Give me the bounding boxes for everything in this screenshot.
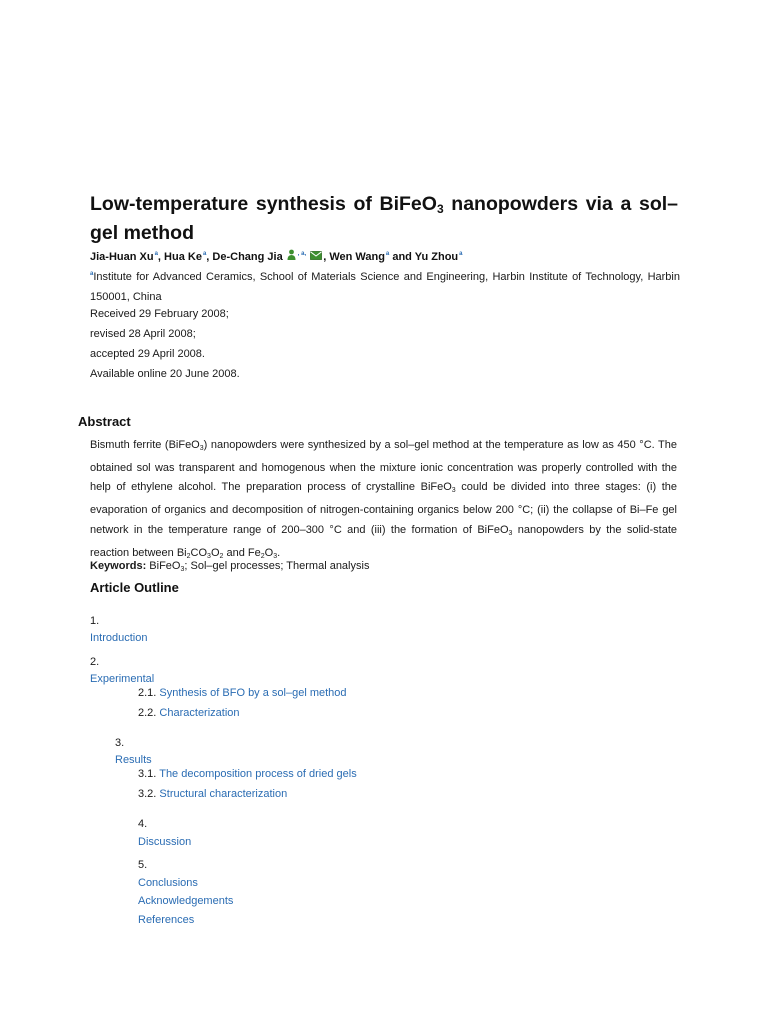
title-part-2: nanopowders via a sol–gel method — [90, 193, 678, 244]
author-name[interactable]: De-Chang Jia — [212, 251, 283, 263]
affiliation — [90, 264, 680, 307]
keywords-label: Keywords: — [90, 560, 147, 572]
abstract-segment: . — [277, 546, 281, 559]
abstract-segment: nanopowders by the solid-state reaction between Bi — [90, 523, 677, 559]
affiliation-mark: a — [90, 271, 94, 277]
person-icon[interactable] — [287, 249, 296, 265]
outline-number: 3. — [115, 737, 125, 749]
author-list — [90, 246, 690, 265]
outline-subitem — [138, 786, 287, 802]
article-history — [90, 304, 680, 384]
author-separator: , — [206, 251, 213, 263]
outline-number: 5. — [138, 859, 148, 871]
outline-link-experimental[interactable]: Experimental — [90, 673, 155, 685]
outline-link-characterization[interactable]: Characterization — [159, 707, 240, 719]
author-name[interactable]: Jia-Huan Xu — [90, 251, 154, 263]
outline-number: 2. — [90, 656, 100, 668]
affiliation-text: Institute for Advanced Ceramics, School of Materials Science and Engineering, Harbin Institute of Technology, Harbin 150001, China — [90, 271, 680, 303]
outline-link-introduction[interactable]: Introduction — [90, 632, 148, 644]
outline-link-synthesis[interactable]: Synthesis of BFO by a sol–gel method — [159, 687, 347, 699]
accepted-date: accepted 29 April 2008. — [90, 348, 205, 360]
outline-subitem — [138, 705, 240, 721]
outline-link-discussion[interactable]: Discussion — [138, 836, 192, 848]
affiliation-mark[interactable]: , a, — [297, 251, 307, 257]
subscript: 2 — [186, 552, 191, 560]
abstract-segment: O — [210, 546, 220, 559]
outline-link-conclusions[interactable]: Conclusions — [138, 877, 198, 889]
author-name[interactable]: Wen Wang — [329, 251, 385, 263]
subscript: 3 — [180, 566, 185, 573]
author-name[interactable]: Yu Zhou — [414, 251, 459, 263]
abstract-segment: CO — [190, 546, 208, 559]
affiliation-mark[interactable]: a — [385, 251, 390, 257]
outline-number: 2.2. — [138, 707, 157, 719]
keyword: BiFeO — [146, 560, 181, 572]
subscript: 3 — [508, 529, 513, 537]
article-title — [90, 192, 678, 245]
author-conjunction: and — [389, 251, 415, 263]
outline-number: 4. — [138, 818, 148, 830]
author-separator: , — [157, 251, 165, 263]
subscript: 3 — [207, 552, 211, 560]
outline-subitem — [138, 685, 347, 701]
outline-number: 3.2. — [138, 788, 157, 800]
author-separator: , — [323, 251, 330, 263]
abstract-segment: could be divided into three stages: (i) the evaporation of organics and decomposition of nitrogen-containing organics below 200 °C; (ii) the collapse of Bi–Fe gel network in the temperature range of 200–300 °C and (iii) the formation of BiFeO — [90, 481, 677, 536]
affiliation-mark[interactable]: a — [459, 251, 463, 257]
outline-link-results[interactable]: Results — [115, 754, 152, 766]
outline-number: 2.1. — [138, 687, 157, 699]
subscript: 2 — [219, 552, 224, 560]
subscript: 3 — [273, 552, 278, 560]
outline-link-decomposition[interactable]: The decomposition process of dried gels — [159, 768, 357, 780]
keywords — [90, 557, 369, 579]
abstract-heading: Abstract — [78, 414, 131, 429]
outline-link-structural[interactable]: Structural characterization — [159, 788, 288, 800]
outline-link-references[interactable]: References — [138, 914, 195, 926]
received-date: Received 29 February 2008; — [90, 308, 229, 320]
author-name[interactable]: Hua Ke — [164, 251, 202, 263]
online-date: Available online 20 June 2008. — [90, 368, 240, 380]
abstract-segment: O — [264, 546, 274, 559]
outline-number: 1. — [90, 615, 100, 627]
abstract-segment: Bismuth ferrite (BiFeO — [90, 439, 200, 451]
revised-date: revised 28 April 2008; — [90, 328, 196, 340]
outline-subitem — [138, 766, 357, 782]
abstract-text — [90, 436, 677, 566]
outline-heading: Article Outline — [90, 580, 179, 595]
subscript: 3 — [199, 445, 204, 452]
title-part-1: Low-temperature synthesis of BiFeO — [90, 193, 437, 215]
affiliation-mark[interactable]: a — [154, 251, 158, 257]
affiliation-mark[interactable]: a — [202, 251, 207, 257]
title-subscript: 3 — [436, 202, 444, 216]
keyword-list: ; Sol–gel processes; Thermal analysis — [184, 560, 370, 572]
subscript: 2 — [260, 552, 265, 560]
subscript: 3 — [451, 487, 456, 495]
abstract-segment: and Fe — [223, 546, 261, 559]
envelope-icon[interactable] — [310, 249, 322, 265]
abstract-segment: ) nanopowders were synthesized by a sol–gel method at the temperature as low as 450 °C. The obtained sol was transparent and homogenous when the mixture ionic concentration was properly controlled with the help of ethylene alcohol. The preparation process of crystalline BiFeO — [90, 439, 677, 494]
outline-link-acknowledgements[interactable]: Acknowledgements — [138, 895, 234, 907]
outline-number: 3.1. — [138, 768, 157, 780]
